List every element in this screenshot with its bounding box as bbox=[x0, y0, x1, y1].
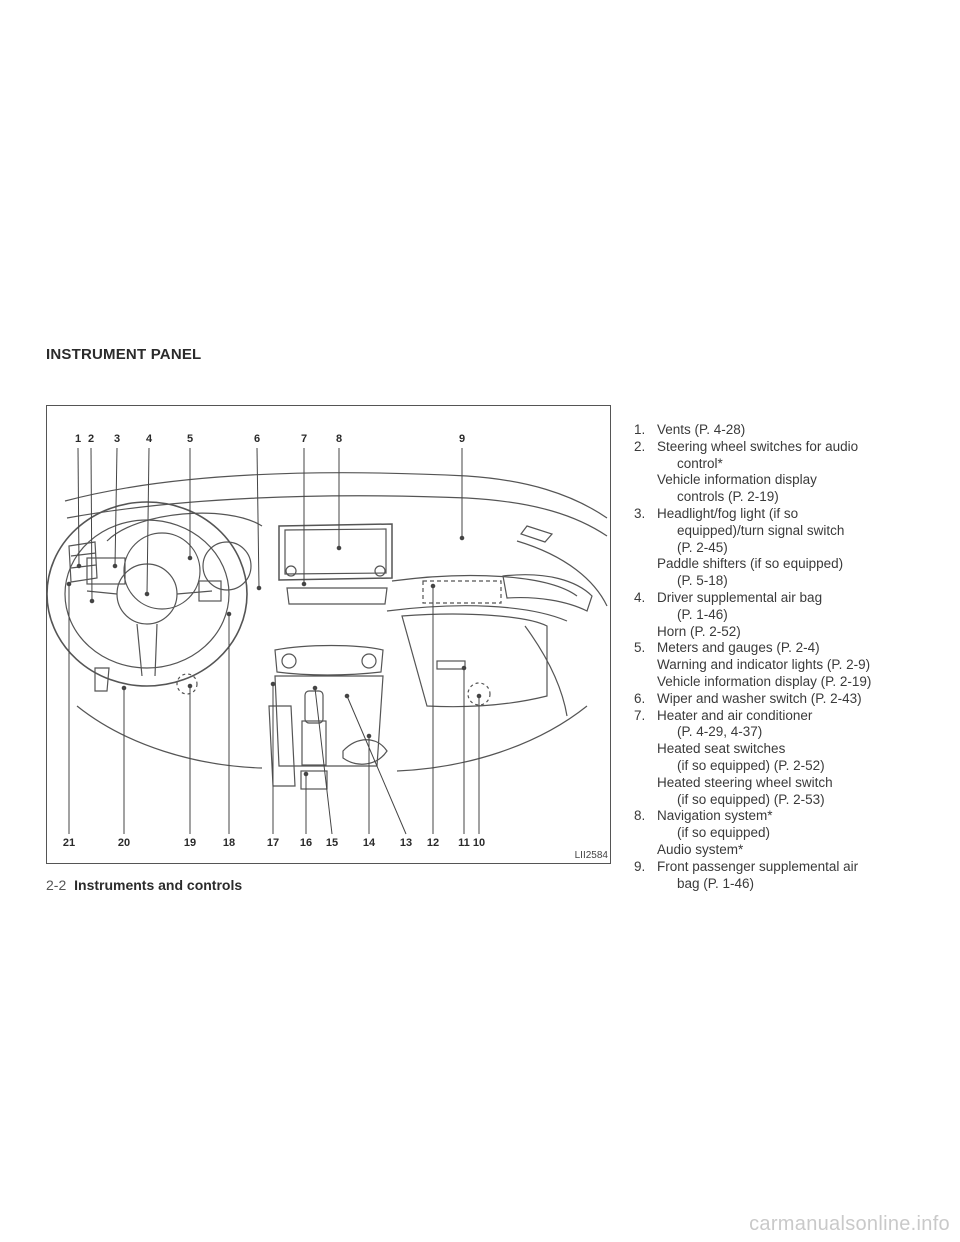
shift-gate bbox=[302, 721, 326, 765]
legend-item-text: (P. 1-46) bbox=[677, 606, 728, 622]
glove-box-handle bbox=[437, 661, 465, 669]
legend-item-text: Heated steering wheel switch bbox=[657, 774, 833, 790]
legend-item-text: control* bbox=[677, 455, 723, 471]
callout-dot bbox=[113, 564, 117, 568]
legend-item-text: Meters and gauges (P. 2-4) bbox=[657, 640, 820, 656]
speedometer-gauge bbox=[124, 533, 200, 609]
legend-item-text: (if so equipped) bbox=[677, 825, 771, 841]
callout-leader-line bbox=[257, 448, 259, 588]
callout-dot bbox=[337, 546, 341, 550]
callout-label: 21 bbox=[62, 837, 76, 849]
callout-dot bbox=[367, 734, 371, 738]
legend-item bbox=[634, 640, 934, 690]
legend-item-text: controls (P. 2-19) bbox=[677, 489, 779, 505]
instrument-panel-drawing bbox=[47, 406, 610, 863]
callout-dot bbox=[67, 582, 71, 586]
callout-dot bbox=[304, 772, 308, 776]
callout-label: 19 bbox=[183, 837, 197, 849]
page-number: 2-2 bbox=[46, 877, 67, 893]
callout-dot bbox=[345, 694, 349, 698]
callout-label: 7 bbox=[300, 433, 308, 445]
callout-label: 3 bbox=[113, 433, 121, 445]
callout-label: 1 bbox=[74, 433, 82, 445]
legend-item-text: (P. 5-18) bbox=[677, 573, 728, 589]
legend-item-text: Driver supplemental air bag bbox=[657, 589, 823, 605]
legend-item-text: Wiper and washer switch (P. 2-43) bbox=[657, 690, 862, 706]
callout-dot bbox=[462, 666, 466, 670]
shift-lever bbox=[305, 691, 323, 723]
callout-dot bbox=[477, 694, 481, 698]
callout-leader-line bbox=[147, 448, 149, 594]
cluster-hood bbox=[107, 513, 262, 541]
legend-item bbox=[634, 691, 934, 708]
callout-legend bbox=[634, 422, 934, 892]
callout-leader-line bbox=[347, 696, 406, 834]
callout-label: 17 bbox=[266, 837, 280, 849]
callout-label: 16 bbox=[299, 837, 313, 849]
tachometer-gauge bbox=[203, 542, 251, 590]
legend-item-text: (P. 2-45) bbox=[677, 539, 728, 555]
page-footer bbox=[46, 877, 242, 893]
legend-item bbox=[634, 506, 934, 590]
callout-leader-line bbox=[78, 448, 79, 566]
callout-dot bbox=[188, 556, 192, 560]
callout-label: 4 bbox=[145, 433, 153, 445]
legend-item-number: 9. bbox=[634, 858, 646, 874]
watermark: carmanualsonline.info bbox=[749, 1213, 950, 1235]
legend-item bbox=[634, 859, 934, 893]
legend-item bbox=[634, 422, 934, 439]
callout-dot bbox=[122, 686, 126, 690]
legend-item-text: Warning and indicator lights (P. 2-9) bbox=[657, 657, 871, 673]
callout-label: 8 bbox=[335, 433, 343, 445]
glove-box bbox=[402, 614, 547, 707]
callout-dot bbox=[90, 599, 94, 603]
legend-item-number: 8. bbox=[634, 808, 646, 824]
callout-label: 11 bbox=[458, 837, 470, 849]
legend-item-text: Vehicle information display bbox=[657, 472, 817, 488]
legend-item bbox=[634, 708, 934, 809]
callout-dot bbox=[188, 684, 192, 688]
callout-dot bbox=[227, 612, 231, 616]
legend-item-text: Navigation system* bbox=[657, 808, 773, 824]
chapter-title: Instruments and controls bbox=[74, 877, 243, 893]
callout-label: 6 bbox=[253, 433, 261, 445]
legend-item-number: 7. bbox=[634, 707, 646, 723]
cup-holders bbox=[343, 740, 387, 764]
right-side-vent bbox=[503, 575, 592, 611]
legend-item-number: 2. bbox=[634, 438, 646, 454]
passenger-airbag-area bbox=[423, 581, 501, 603]
audio-switch-panel bbox=[87, 558, 125, 584]
callout-leader-line bbox=[91, 448, 92, 601]
driver-switch-area bbox=[177, 674, 197, 694]
climate-control-panel bbox=[275, 646, 383, 676]
legend-item-text: Heated seat switches bbox=[657, 741, 786, 757]
callout-label: 10 bbox=[472, 837, 486, 849]
legend-item-text: bag (P. 1-46) bbox=[677, 875, 755, 891]
section-title: INSTRUMENT PANEL bbox=[46, 346, 202, 363]
legend-item-number: 3. bbox=[634, 505, 646, 521]
legend-item-text: (if so equipped) (P. 2-52) bbox=[677, 757, 825, 773]
legend-item-text: equipped)/turn signal switch bbox=[677, 522, 845, 538]
callout-label: 2 bbox=[87, 433, 95, 445]
callout-label: 9 bbox=[458, 433, 466, 445]
callout-label: 20 bbox=[117, 837, 131, 849]
legend-item-text: Headlight/fog light (if so bbox=[657, 505, 799, 521]
legend-item bbox=[634, 439, 934, 506]
callout-dot bbox=[313, 686, 317, 690]
callout-label: 5 bbox=[186, 433, 194, 445]
legend-item-number: 4. bbox=[634, 589, 646, 605]
legend-item-text: Horn (P. 2-52) bbox=[657, 623, 741, 639]
figure-id: LII2584 bbox=[574, 850, 608, 861]
callout-dot bbox=[431, 584, 435, 588]
legend-item-text: (P. 4-29, 4-37) bbox=[677, 724, 763, 740]
legend-item-text: Paddle shifters (if so equipped) bbox=[657, 556, 844, 572]
legend-item-text: Steering wheel switches for audio bbox=[657, 438, 859, 454]
legend-item-text: (if so equipped) (P. 2-53) bbox=[677, 791, 825, 807]
callout-label: 12 bbox=[426, 837, 440, 849]
callout-dot bbox=[77, 564, 81, 568]
legend-item-text: Heater and air conditioner bbox=[657, 707, 813, 723]
legend-item-text: Audio system* bbox=[657, 841, 744, 857]
callout-label: 14 bbox=[362, 837, 376, 849]
legend-item-number: 6. bbox=[634, 690, 646, 706]
callout-dot bbox=[257, 586, 261, 590]
legend-item bbox=[634, 590, 934, 640]
center-vents bbox=[287, 588, 387, 604]
legend-item-text: Vehicle information display (P. 2-19) bbox=[657, 673, 872, 689]
callout-dot bbox=[145, 592, 149, 596]
legend-item-text: Vents (P. 4-28) bbox=[657, 422, 746, 437]
legend-item-text: Front passenger supplemental air bbox=[657, 858, 859, 874]
callout-dot bbox=[302, 582, 306, 586]
callout-label: 15 bbox=[325, 837, 339, 849]
instrument-panel-figure bbox=[46, 405, 611, 864]
legend-item-number: 5. bbox=[634, 640, 646, 656]
legend-item bbox=[634, 808, 934, 858]
callout-dot bbox=[271, 682, 275, 686]
callout-dot bbox=[460, 536, 464, 540]
legend-item-number: 1. bbox=[634, 422, 646, 437]
callout-label: 13 bbox=[399, 837, 413, 849]
right-corner-vent bbox=[521, 526, 552, 542]
callout-label: 18 bbox=[222, 837, 236, 849]
